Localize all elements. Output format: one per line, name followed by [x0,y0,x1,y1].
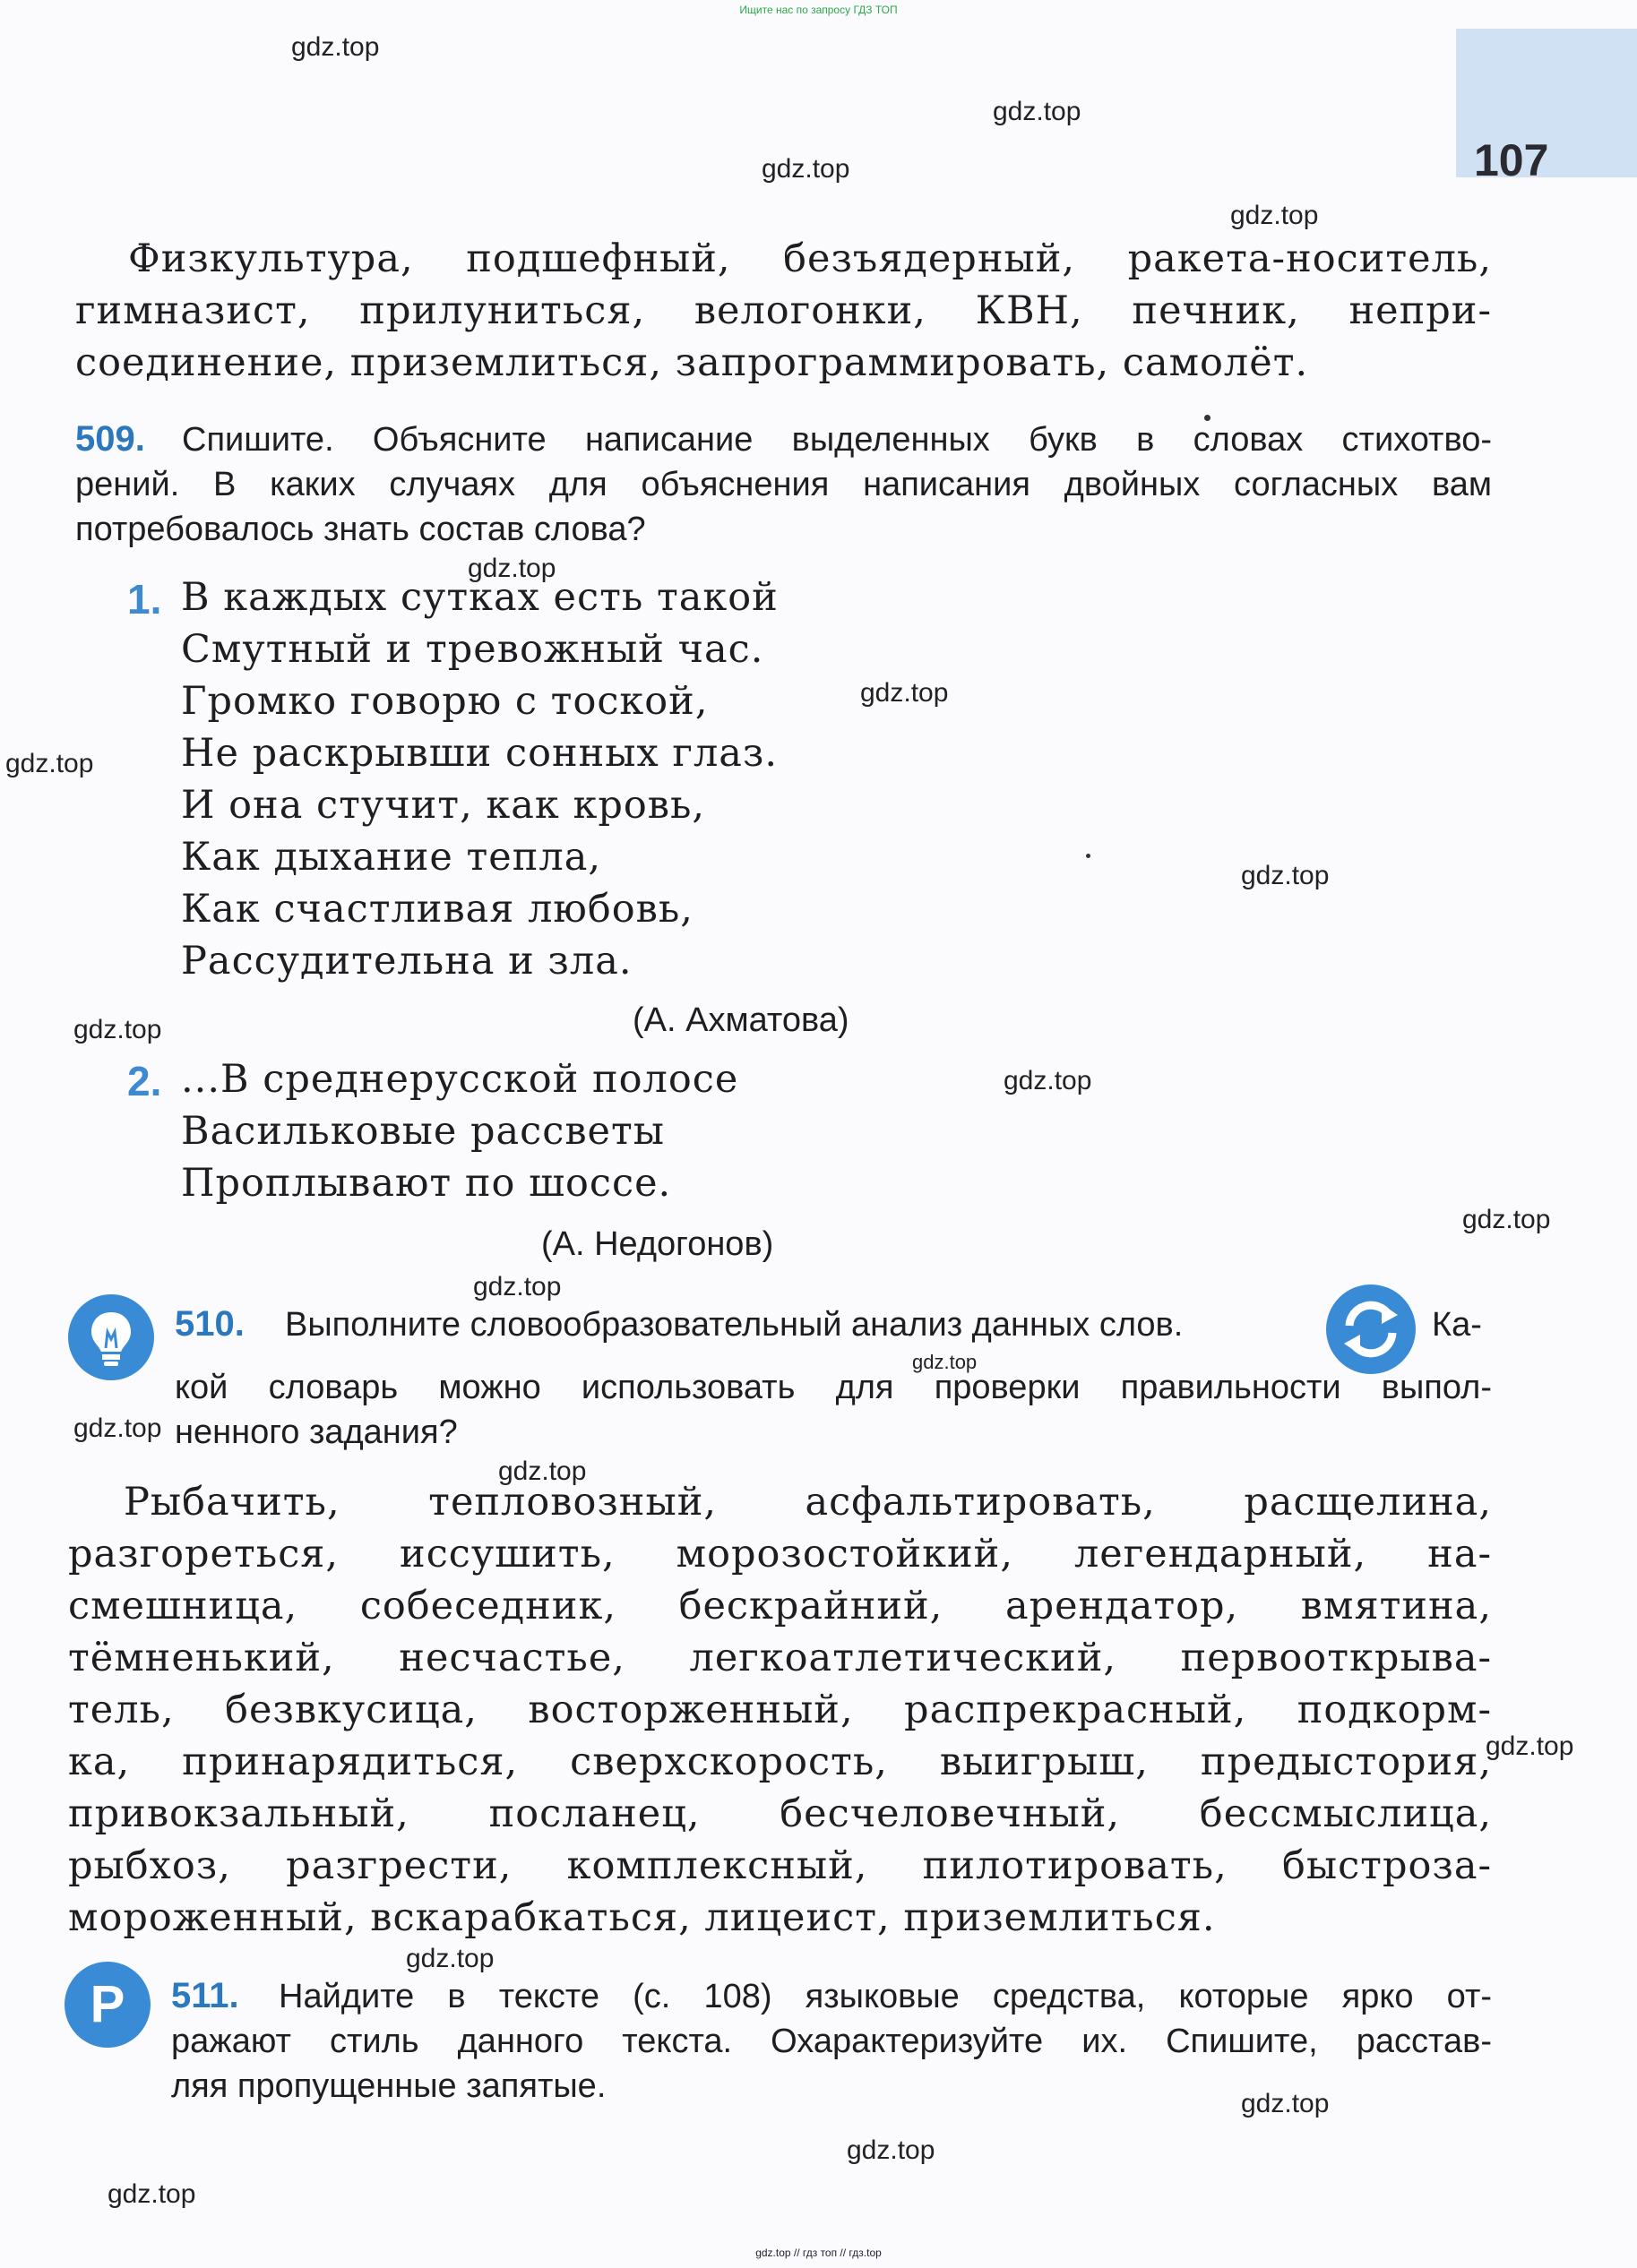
watermark: gdz.top [291,32,380,62]
watermark: gdz.top [993,97,1081,126]
exercise-text: ненного задания? [175,1413,458,1451]
poem-line: Смутный и тревожный час. [181,627,764,672]
poem-author: (А. Ахматова) [633,1001,849,1039]
exercise-text: Найдите в тексте (с. 108) языковые средства, которые ярко от- [279,1978,1492,2015]
watermark: gdz.top [406,1944,495,1973]
watermark: gdz.top [1230,201,1319,230]
bottom-banner: gdz.top // гдз топ // гдз.top [755,2247,882,2259]
exercise-text: потребовалось знать состав слова? [75,511,646,548]
poem-line: В каждых сутках есть такой [181,575,779,620]
poem-line: Проплывают по шоссе. [181,1161,672,1206]
poem-line: Васильковые рассветы [181,1109,666,1154]
poem-number: 1. [127,576,162,623]
word-list-line: соединение, приземлиться, запрограммировать, самолёт. [75,340,1309,385]
word-list-line: Рыбачить, тепловозный, асфальтировать, расщелина, [124,1480,1492,1525]
word-list-line: мороженный, вскарабкаться, лицеист, приземлиться. [68,1895,1216,1940]
refresh-arrows-icon [1326,1284,1416,1374]
poem-author: (А. Недогонов) [541,1225,774,1263]
word-list-line: привокзальный, посланец, бесчеловечный, бессмыслица, [68,1791,1492,1836]
exercise-text: ражают стиль данного текста. Охарактеризуйте их. Спишите, расстав- [171,2023,1492,2060]
word-list-line: тёмненький, несчастье, легкоатлетический, первооткрыва- [68,1636,1492,1680]
exercise-text: ляя пропущенные запятые. [171,2067,607,2105]
poem-number: 2. [127,1058,162,1104]
lightbulb-icon [68,1294,154,1380]
exercise-text: Ка- [1432,1306,1482,1344]
poem-line: Не раскрывши сонных глаз. [181,731,779,776]
poem-line: И она стучит, как кровь, [181,783,706,828]
exercise-text: кой словарь можно использовать для проверки правильности выпол- [175,1369,1492,1406]
word-list-line: рыбхоз, разгрести, комплексный, пилотировать, быстроза- [68,1843,1492,1888]
watermark: gdz.top [468,554,556,583]
poem-line: Рассудительна и зла. [181,939,633,984]
word-list-line: тель, безвкусица, восторженный, распрекрасный, подкорм- [68,1688,1492,1732]
watermark: gdz.top [473,1272,562,1302]
watermark: gdz.top [1241,2089,1330,2118]
exercise-text: Выполните словообразовательный анализ данных слов. [285,1306,1184,1344]
watermark: gdz.top [1004,1066,1092,1095]
top-banner: Ищите нас по запросу ГДЗ ТОП [739,4,898,16]
highlight-dot [1204,415,1211,421]
poem-line: Как дыхание тепла, [181,835,601,880]
exercise-number: 509. [75,419,145,459]
watermark: gdz.top [912,1351,978,1373]
exercise-text: Спишите. Объясните написание выделенных букв в словах стихотво- [182,421,1492,459]
poem-line: ...В среднерусской полосе [181,1057,739,1102]
exercise-text: рений. В каких случаях для объяснения написания двойных согласных вам [75,466,1492,503]
watermark: gdz.top [762,154,850,184]
exercise-number: 511. [171,1976,239,2015]
poem-line: Как счастливая любовь, [181,887,694,932]
watermark: gdz.top [1462,1205,1551,1234]
word-list-line: гимназист, прилуниться, велогонки, КВН, печник, непри- [75,288,1492,333]
watermark: gdz.top [498,1456,587,1486]
highlight-dot [1086,854,1090,858]
watermark: gdz.top [5,749,94,778]
watermark: gdz.top [73,1413,162,1443]
watermark: gdz.top [73,1015,162,1044]
word-list-line: разгореться, иссушить, морозостойкий, легендарный, на- [68,1532,1492,1576]
watermark: gdz.top [860,678,949,708]
p-letter-icon [65,1962,151,2048]
watermark: gdz.top [1486,1731,1574,1761]
word-list-line: смешница, собеседник, бескрайний, арендатор, вмятина, [68,1584,1492,1628]
watermark: gdz.top [847,2135,935,2165]
watermark: gdz.top [1241,861,1330,890]
word-list-line: ка, принарядиться, сверхскорость, выигрыш, предыстория, [68,1740,1492,1784]
poem-line: Громко говорю с тоской, [181,679,709,724]
word-list-line: Физкультура, подшефный, безъядерный, ракета-носитель, [128,236,1492,281]
watermark: gdz.top [108,2179,196,2209]
page-number: 107 [1474,135,1549,185]
p-letter: Р [90,1975,125,2033]
exercise-number: 510. [175,1304,245,1344]
